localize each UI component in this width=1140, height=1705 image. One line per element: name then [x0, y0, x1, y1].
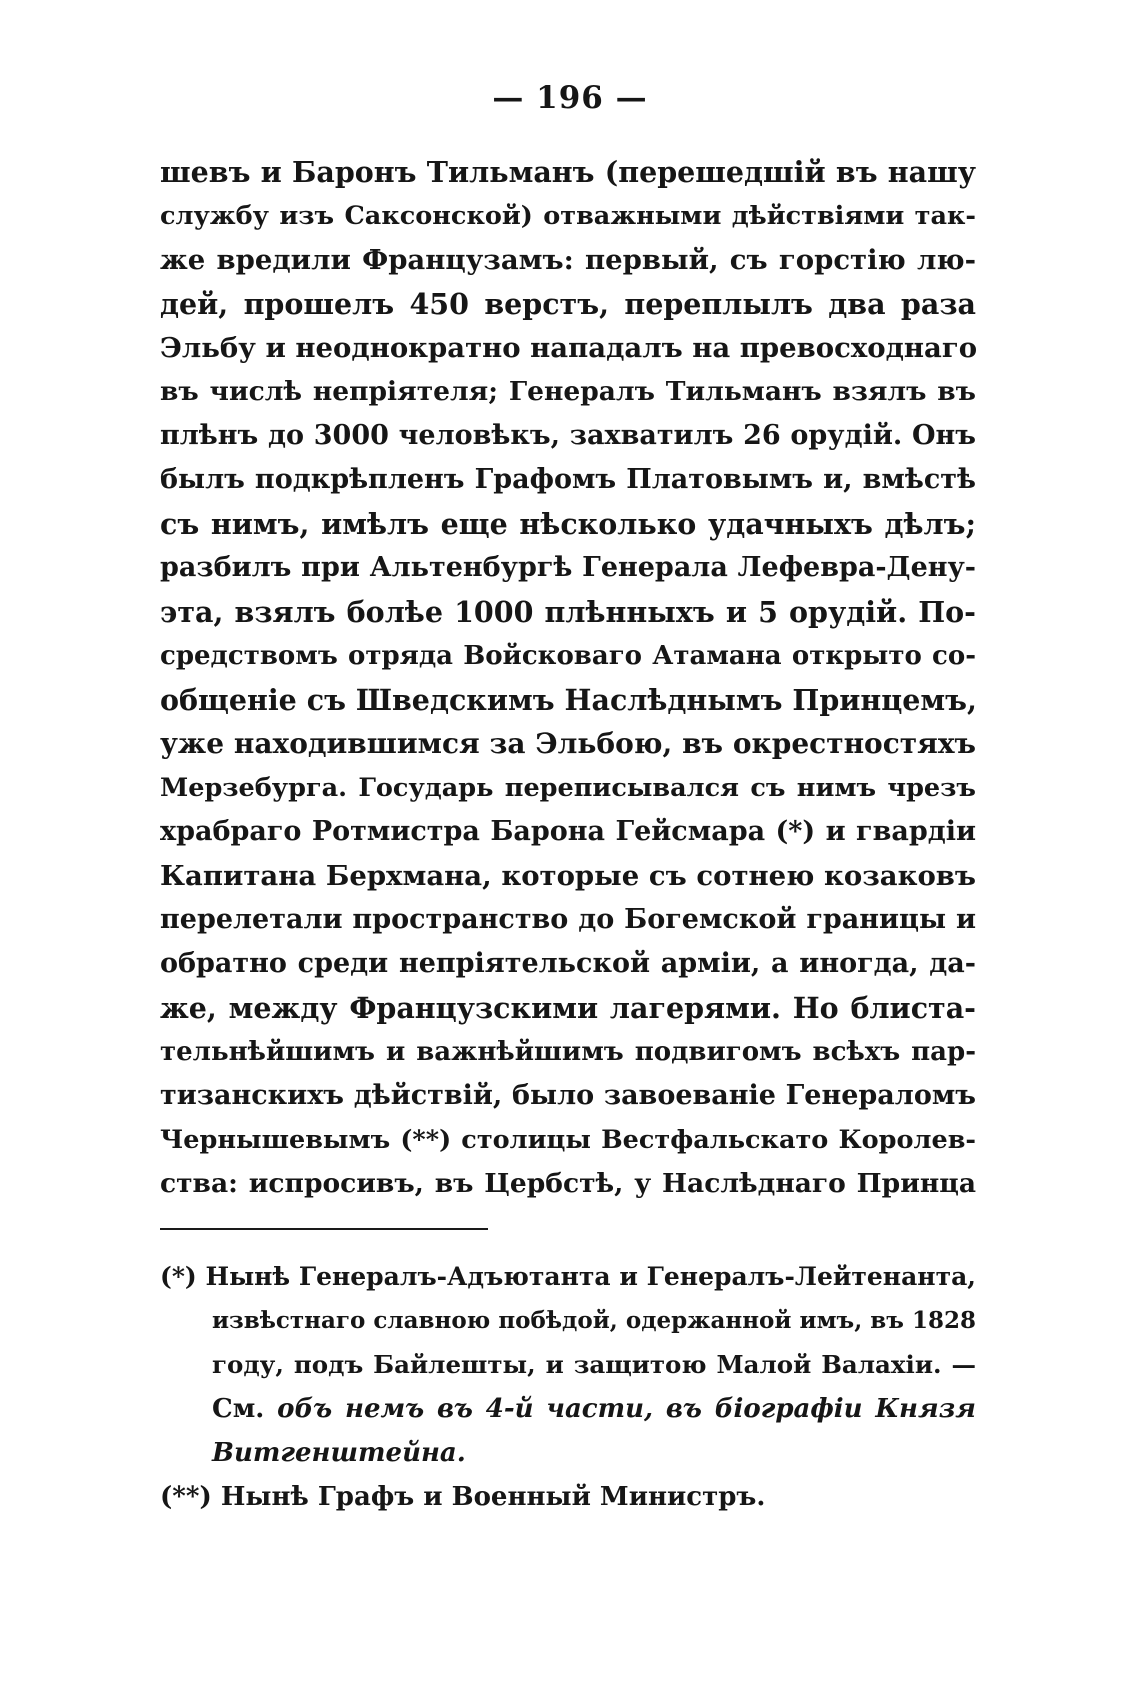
footnote-1-see-label: См.: [212, 1394, 265, 1424]
footnote-1-line: (*) Нынѣ Генералъ-Адъютанта и Генералъ-Лейтенанта,: [160, 1262, 976, 1291]
text-line: службу изъ Саксонской) отважными дѣйствіями так-: [160, 201, 976, 231]
text-line: съ нимъ, имѣлъ еще нѣсколько удачныхъ дѣлъ;: [160, 507, 976, 541]
text-line: храбраго Ротмистра Барона Гейсмара (*) и гвардіи: [160, 816, 976, 847]
text-line: тельнѣйшимъ и важнѣйшимъ подвигомъ всѣхъ пар-: [160, 1037, 976, 1067]
text-line: ства: испросивъ, въ Цербстѣ, у Наслѣднаго Принца: [160, 1168, 976, 1199]
footnotes-block: [160, 1255, 976, 1519]
footnote-1-italic-reference-end: Витгенштейна.: [212, 1438, 466, 1468]
text-line: общеніе съ Шведскимъ Наслѣднымъ Принцемъ,: [160, 683, 977, 717]
footnote-1-line: извѣстнаго славною побѣдой, одержанной имъ, въ 1828: [212, 1307, 976, 1334]
main-text-block: [160, 150, 976, 1206]
page-number: — 196 —: [492, 80, 648, 116]
footnote-1-line: [160, 1431, 976, 1475]
text-line: шевъ и Баронъ Тильманъ (перешедшій въ нашу: [160, 155, 976, 189]
text-line: Эльбу и неоднократно нападалъ на превосходнаго: [160, 332, 978, 364]
text-line: Мерзебурга. Государь переписывался съ нимъ чрезъ: [160, 773, 976, 803]
text-line: средствомъ отряда Войсковаго Атамана открыто со-: [160, 641, 976, 671]
text-line: былъ подкрѣпленъ Графомъ Платовымъ и, вмѣстѣ: [160, 464, 976, 495]
text-line: тизанскихъ дѣйствій, было завоеваніе Генераломъ: [160, 1080, 976, 1111]
text-line: перелетали пространство до Богемской границы и: [160, 904, 976, 935]
text-line: дей, прошелъ 450 верстъ, переплылъ два раза: [160, 287, 976, 321]
text-line: же вредили Французамъ: первый, съ горстію лю-: [160, 244, 976, 276]
footnote-separator-rule: [160, 1228, 488, 1230]
footnote-1-italic-reference: объ немъ въ 4-й части, въ біографіи Князя: [277, 1394, 976, 1424]
text-line: въ числѣ непріятеля; Генералъ Тильманъ взялъ въ: [160, 376, 976, 407]
text-line: разбилъ при Альтенбургѣ Генерала Лефевра-Дену-: [160, 552, 976, 583]
text-line: эта, взялъ болѣе 1000 плѣнныхъ и 5 орудій. По-: [160, 595, 976, 629]
footnote-1-line: [160, 1387, 976, 1431]
text-line: обратно среди непріятельской арміи, а иногда, да-: [160, 948, 976, 979]
footnote-1-line: году, подъ Байлешты, и защитою Малой Валахіи. —: [212, 1350, 976, 1379]
text-line: Капитана Берхмана, которые съ сотнею козаковъ: [160, 860, 976, 892]
text-line: Чернышевымъ (**) столицы Вестфальскато Королев-: [160, 1125, 976, 1155]
text-line: уже находившимся за Эльбою, въ окрестностяхъ: [160, 727, 976, 760]
text-line: плѣнъ до 3000 человѣкъ, захватилъ 26 орудій. Онъ: [160, 420, 976, 451]
text-line: же, между Французскими лагерями. Но блиста-: [160, 991, 976, 1025]
footnote-2-line: (**) Нынѣ Графъ и Военный Министръ.: [160, 1482, 766, 1512]
